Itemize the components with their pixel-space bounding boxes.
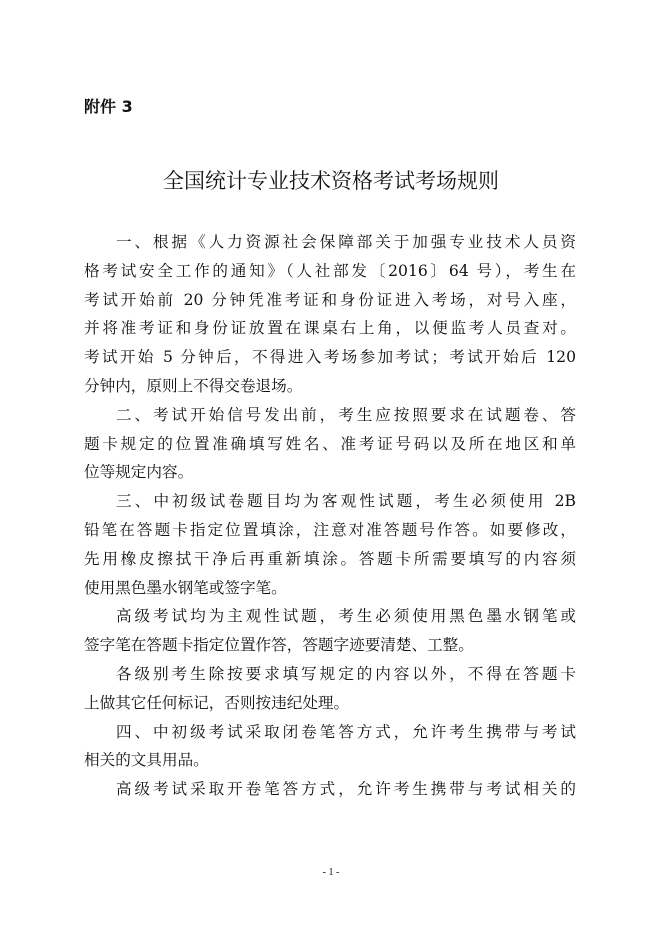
text-line: 并将准考证和身份证放置在课桌右上角，以便监考人员查对。: [84, 319, 576, 338]
text-line: 分钟内，原则上不得交卷退场。: [84, 376, 303, 395]
text-line: 高级考试采取开卷笔答方式，允许考生携带与考试相关的: [116, 780, 576, 799]
attachment-label: 附件 3: [84, 97, 133, 116]
text-line: 高级考试均为主观性试题，考生必须使用黑色墨水钢笔或: [116, 607, 576, 626]
text-line: 使用黑色墨水钢笔或签字笔。: [84, 578, 287, 597]
body-text: [84, 228, 576, 804]
text-line: 一、根据《人力资源社会保障部关于加强专业技术人员资: [116, 233, 576, 251]
text-line: 上做其它任何标记，否则按违纪处理。: [84, 693, 350, 712]
document-title: 全国统计专业技术资格考试考场规则: [163, 169, 499, 193]
text-line: 格考试安全工作的通知》（人社部发〔2016〕64 号），考生在: [84, 261, 576, 280]
text-line: 各级别考生除按要求填写规定的内容以外，不得在答题卡: [116, 664, 576, 683]
text-line: 三、中初级试卷题目均为客观性试题，考生必须使用 2B: [116, 492, 576, 511]
text-line: 四、中初级考试采取闭卷笔答方式，允许考生携带与考试: [116, 722, 576, 741]
text-line: 二、考试开始信号发出前，考生应按照要求在试题卷、答: [116, 405, 576, 424]
text-line: 签字笔在答题卡指定位置作答，答题字迹要清楚、工整。: [84, 636, 474, 655]
text-line: 考试开始前 20 分钟凭准考证和身份证进入考场，对号入座，: [84, 290, 576, 309]
text-line: 考试开始 5 分钟后，不得进入考场参加考试；考试开始后 120: [84, 348, 576, 367]
page-number: - 1 -: [322, 867, 340, 878]
text-line: 题卡规定的位置准确填写姓名、准考证号码以及所在地区和单: [84, 434, 576, 453]
text-line: 位等规定内容。: [84, 463, 194, 482]
text-line: 铅笔在答题卡指定位置填涂，注意对准答题号作答。如要修改，: [84, 520, 576, 539]
text-line: 相关的文具用品。: [84, 751, 209, 770]
text-line: 先用橡皮擦拭干净后再重新填涂。答题卡所需要填写的内容须: [84, 549, 576, 568]
